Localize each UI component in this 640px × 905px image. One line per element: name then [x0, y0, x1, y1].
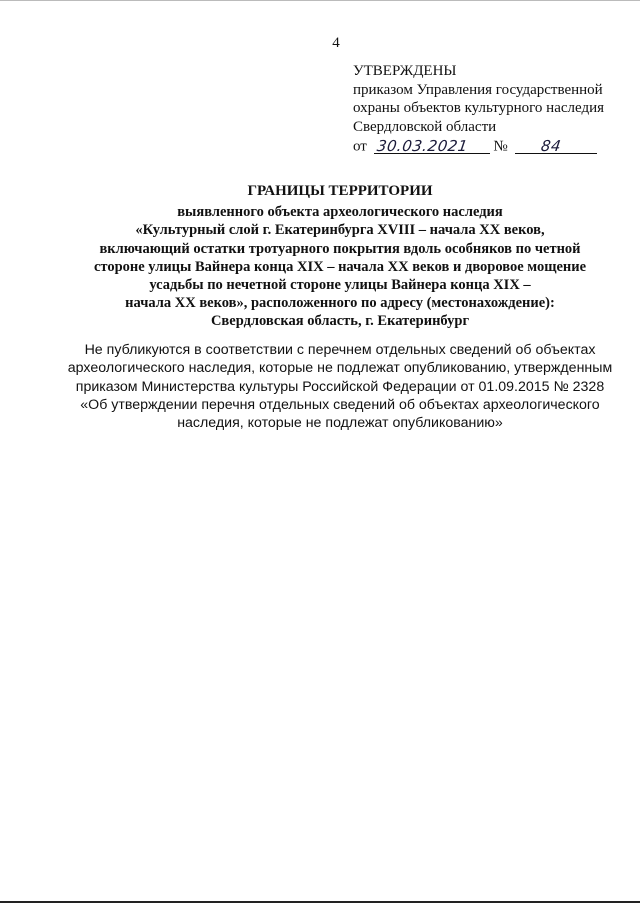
notice-line: Не публикуются в соответствии с перечнем отдельных сведений об объектах	[84, 342, 596, 358]
number-prefix: №	[493, 138, 508, 155]
notice-line: археологического наследия, которые не подлежат опубликованию, утвержденным	[67, 360, 613, 377]
notice-line: наследия, которые не подлежат опубликованию»	[177, 415, 503, 432]
page-number: 4	[332, 35, 340, 51]
approval-date-number-row	[353, 136, 628, 156]
scan-top-edge	[0, 0, 640, 1]
approval-line: охраны объектов культурного наследия	[353, 100, 605, 116]
title-line: начала XX веков», расположенного по адресу (местонахождение):	[125, 295, 555, 312]
title-line: Свердловская область, г. Екатеринбург	[210, 313, 470, 330]
publication-notice	[60, 341, 620, 432]
approval-line: Свердловской области	[353, 118, 497, 135]
title-line: включающий остатки тротуарного покрытия вдоль особняков по четной	[99, 240, 581, 257]
handwritten-number: 84	[540, 136, 563, 155]
title-line: стороне улицы Вайнера конца XIX – начала XX веков и дворовое мощение	[93, 258, 587, 275]
title-line: усадьбы по нечетной стороне улицы Вайнера конца XIX –	[149, 277, 531, 294]
notice-line: приказом Министерства культуры Российской Федерации от 01.09.2015 № 2328	[75, 378, 605, 395]
scan-bottom-edge	[0, 901, 640, 903]
title-line: «Культурный слой г. Екатеринбурга XVIII – начала XX веков,	[135, 222, 545, 239]
approval-heading: УТВЕРЖДЕНЫ	[353, 63, 457, 79]
title-line: выявленного объекта археологического наследия	[177, 204, 503, 221]
notice-line: «Об утверждении перечня отдельных сведений об объектах археологического	[80, 396, 600, 413]
date-prefix: от	[353, 138, 367, 155]
document-title-block	[60, 182, 620, 331]
handwritten-date: 30.03.2021	[375, 136, 469, 155]
approval-line: приказом Управления государственной	[353, 81, 603, 98]
number-field	[515, 136, 597, 154]
document-title: ГРАНИЦЫ ТЕРРИТОРИИ	[247, 183, 433, 199]
date-field	[374, 136, 490, 154]
approval-block	[353, 62, 628, 156]
